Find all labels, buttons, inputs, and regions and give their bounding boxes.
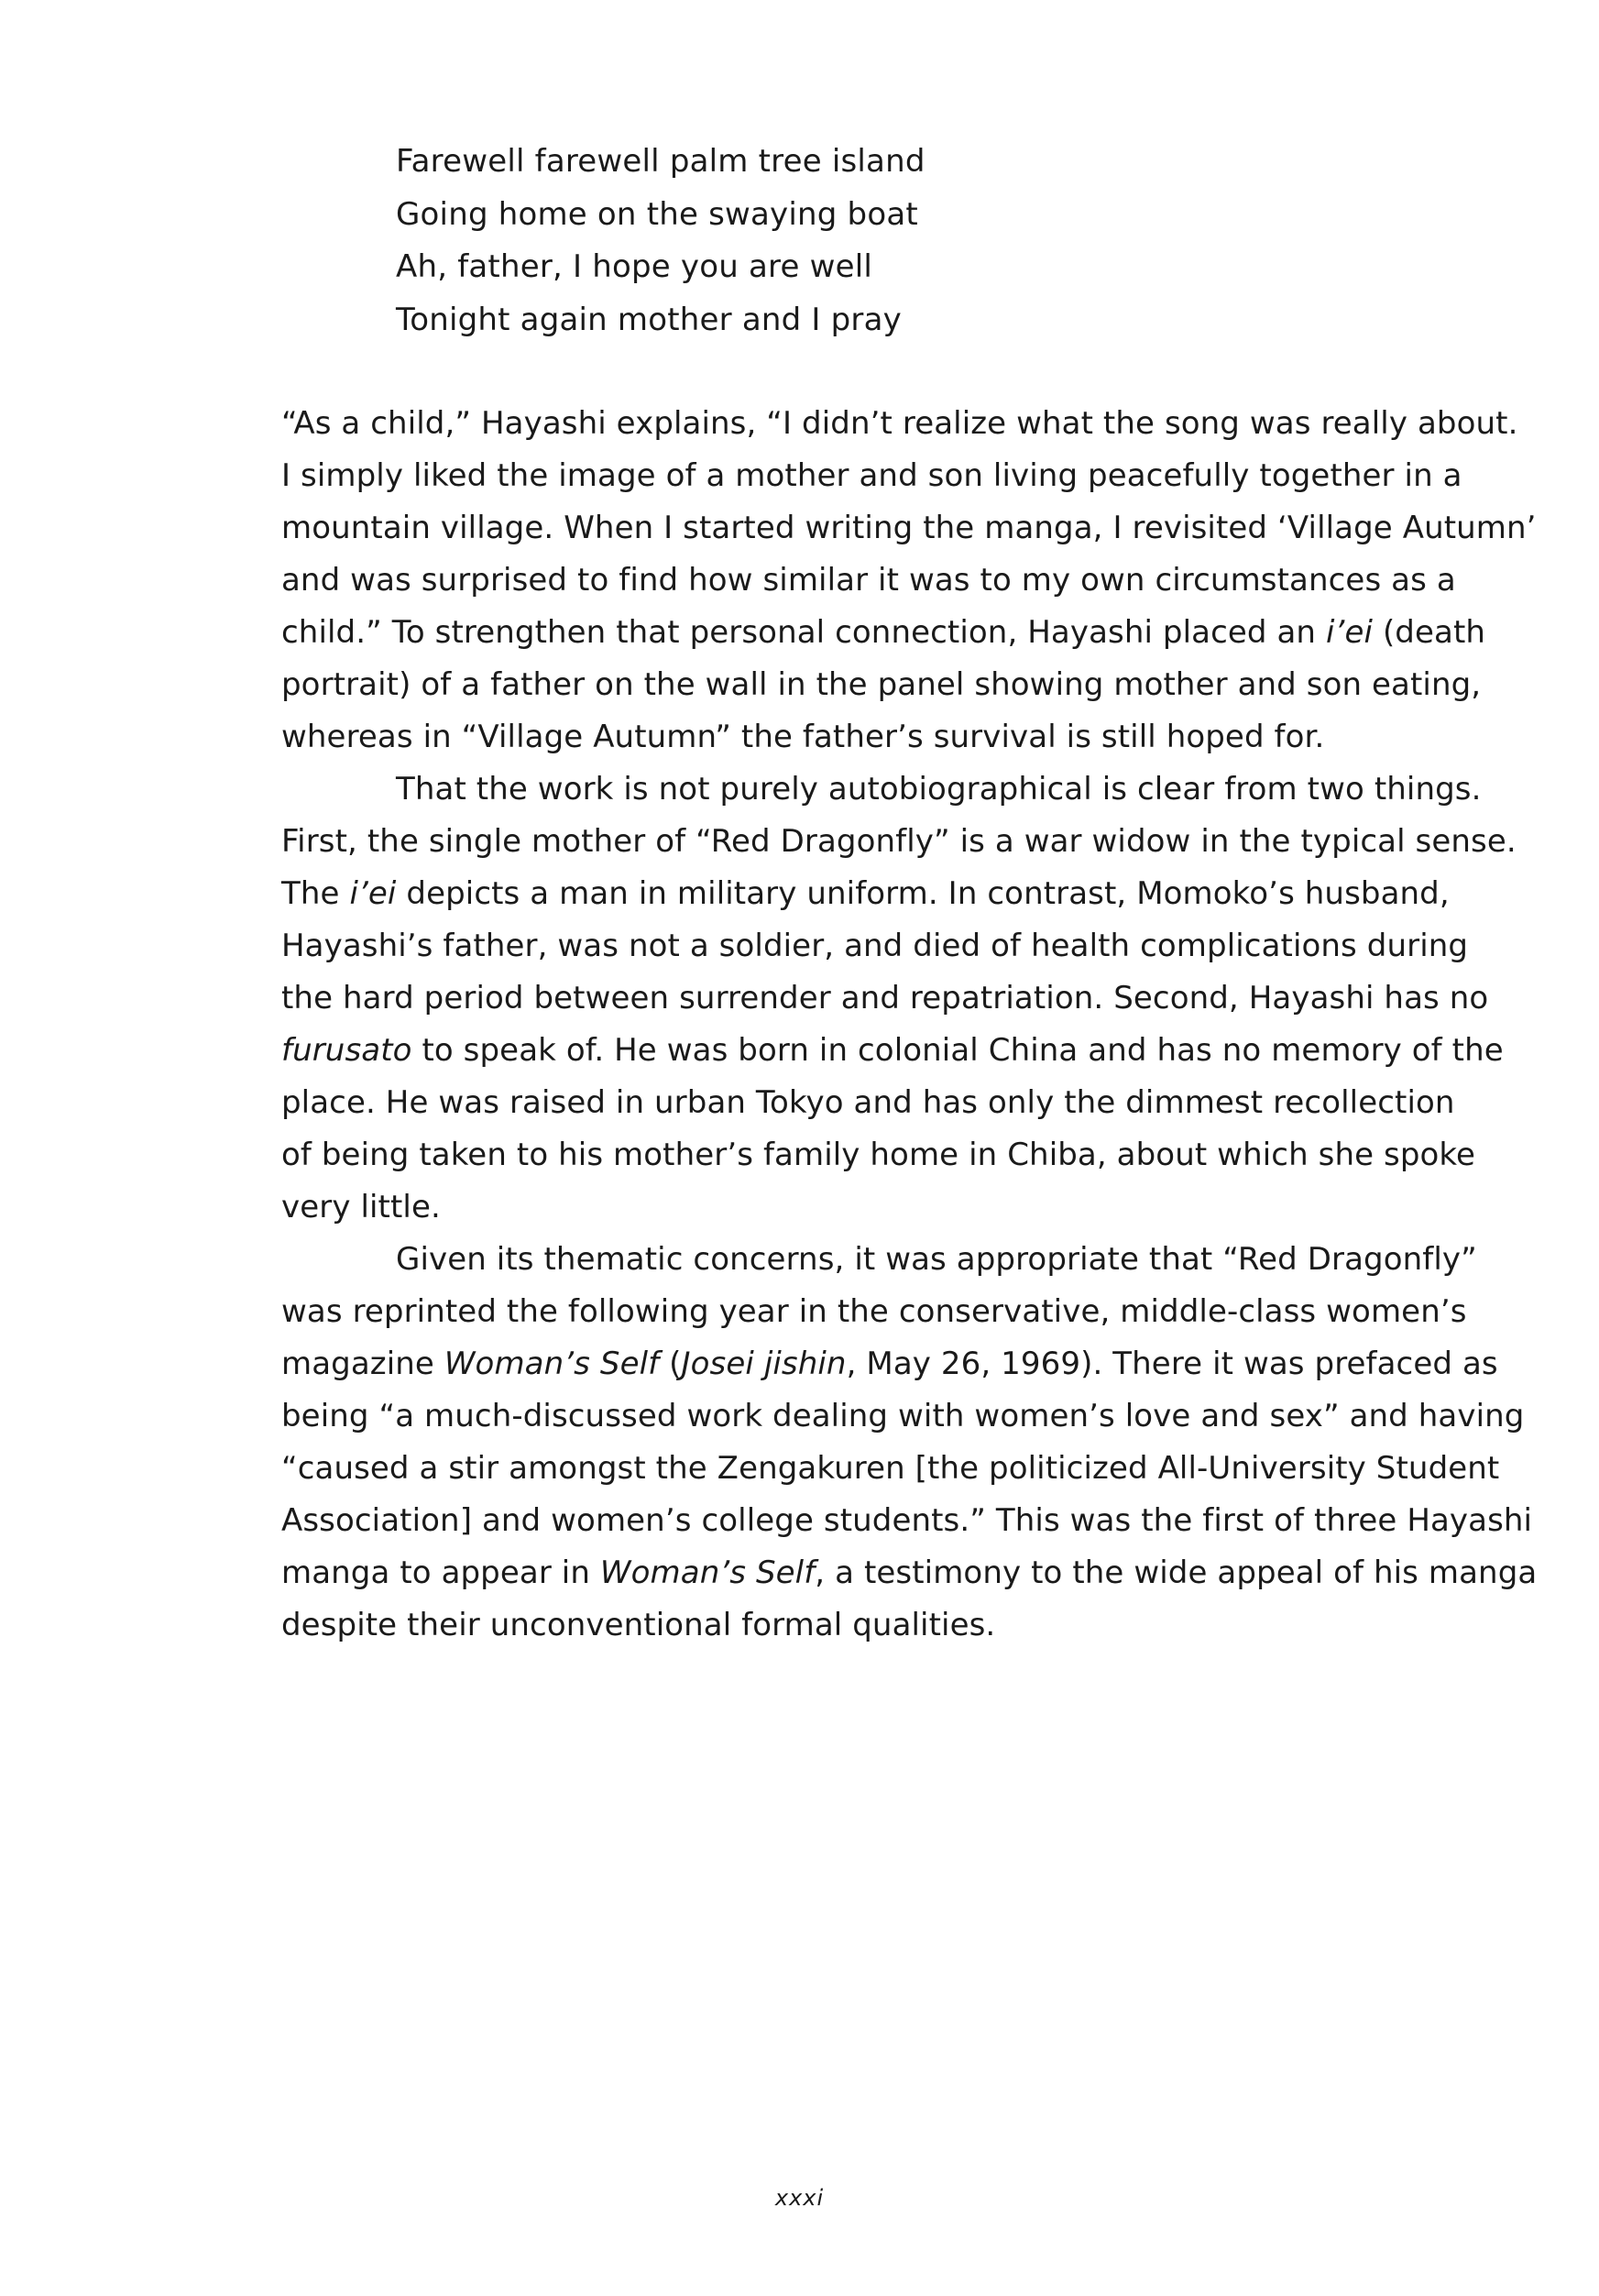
text-line <box>281 764 1482 816</box>
verse-line: Tonight again mother and I pray <box>396 301 902 338</box>
text-run: being “a much-discussed work dealing with women’s love and sex” and having <box>281 1398 1525 1434</box>
text-run: “caused a stir amongst the Zengakuren [the politicized All-University Student <box>281 1450 1500 1487</box>
text-line <box>281 711 1473 764</box>
text-line <box>281 450 1473 502</box>
text-line <box>281 398 1518 450</box>
text-run: ( <box>659 1346 682 1382</box>
text-run: , May 26, 1969). There it was prefaced as <box>846 1346 1498 1382</box>
text-line <box>281 502 1537 555</box>
page-number: xxxi <box>774 2185 825 2211</box>
text-line <box>281 972 1489 1025</box>
text-run: of being taken to his mother’s family home in Chiba, about which she spoke <box>281 1137 1476 1173</box>
text-line <box>281 1129 1476 1181</box>
text-line <box>281 1495 1533 1547</box>
text-run: despite their unconventional formal qualities. <box>281 1607 996 1643</box>
text-run: mountain village. When I started writing the manga, I revisited ‘Village Autumn’ <box>281 510 1537 546</box>
text-line <box>281 1181 1473 1234</box>
text-run: place. He was raised in urban Tokyo and has only the dimmest recollection <box>281 1084 1455 1121</box>
italic-term: i’ei <box>349 875 397 912</box>
italic-term: furusato <box>281 1032 412 1069</box>
text-run: Association] and women’s college students.” This was the first of three Hayashi <box>281 1502 1533 1539</box>
text-line <box>281 920 1473 972</box>
verse-line: Ah, father, I hope you are well <box>396 248 873 285</box>
text-run: , a testimony to the wide appeal of his manga <box>815 1554 1538 1591</box>
text-run: Given its thematic concerns, it was appropriate that “Red Dragonfly” <box>396 1241 1477 1278</box>
italic-title: Josei jishin <box>681 1346 847 1382</box>
text-run: the hard period between surrender and repatriation. Second, Hayashi has no <box>281 980 1489 1016</box>
text-run: portrait) of a father on the wall in the panel showing mother and son eating, <box>281 666 1482 703</box>
text-run: “As a child,” Hayashi explains, “I didn’t realize what the song was really about. <box>281 405 1518 442</box>
body-text <box>281 398 1538 1652</box>
verse-line: Farewell farewell palm tree island <box>396 143 925 180</box>
text-run: First, the single mother of “Red Dragonfly” is a war widow in the typical sense. <box>281 823 1517 860</box>
text-line <box>281 1077 1473 1129</box>
text-run: I simply liked the image of a mother and son living peacefully together in a <box>281 457 1462 494</box>
text-run: child.” To strengthen that personal connection, Hayashi placed an <box>281 614 1326 651</box>
text-run: (death <box>1373 614 1486 651</box>
text-line <box>281 555 1473 607</box>
text-line <box>281 1338 1498 1390</box>
text-line <box>281 1599 1473 1652</box>
verse-line: Going home on the swaying boat <box>396 195 918 233</box>
text-run: magazine <box>281 1346 444 1382</box>
text-run: depicts a man in military uniform. In contrast, Momoko’s husband, <box>396 875 1450 912</box>
text-run: to speak of. He was born in colonial China and has no memory of the <box>411 1032 1504 1069</box>
italic-title: Woman’s Self <box>599 1554 816 1591</box>
text-line <box>281 1234 1477 1286</box>
text-run: Hayashi’s father, was not a soldier, and died of health complications during <box>281 928 1469 964</box>
italic-title: Woman’s Self <box>444 1346 660 1382</box>
text-run: manga to appear in <box>281 1554 600 1591</box>
text-run: and was surprised to find how similar it was to my own circumstances as a <box>281 562 1456 599</box>
song-verse <box>396 136 1129 346</box>
text-run: The <box>281 875 350 912</box>
text-line <box>281 1443 1500 1495</box>
text-line <box>281 659 1482 711</box>
text-run: was reprinted the following year in the conservative, middle-class women’s <box>281 1293 1467 1330</box>
text-line <box>281 1390 1525 1443</box>
text-line <box>281 1025 1504 1077</box>
text-line <box>281 1547 1538 1599</box>
text-line <box>281 816 1517 868</box>
text-run: whereas in “Village Autumn” the father’s survival is still hoped for. <box>281 719 1325 755</box>
text-run: very little. <box>281 1189 441 1225</box>
text-line <box>281 607 1486 659</box>
text-line <box>281 1286 1473 1338</box>
text-run: That the work is not purely autobiographical is clear from two things. <box>396 771 1482 807</box>
text-line <box>281 868 1473 920</box>
italic-term: i’ei <box>1326 614 1374 651</box>
